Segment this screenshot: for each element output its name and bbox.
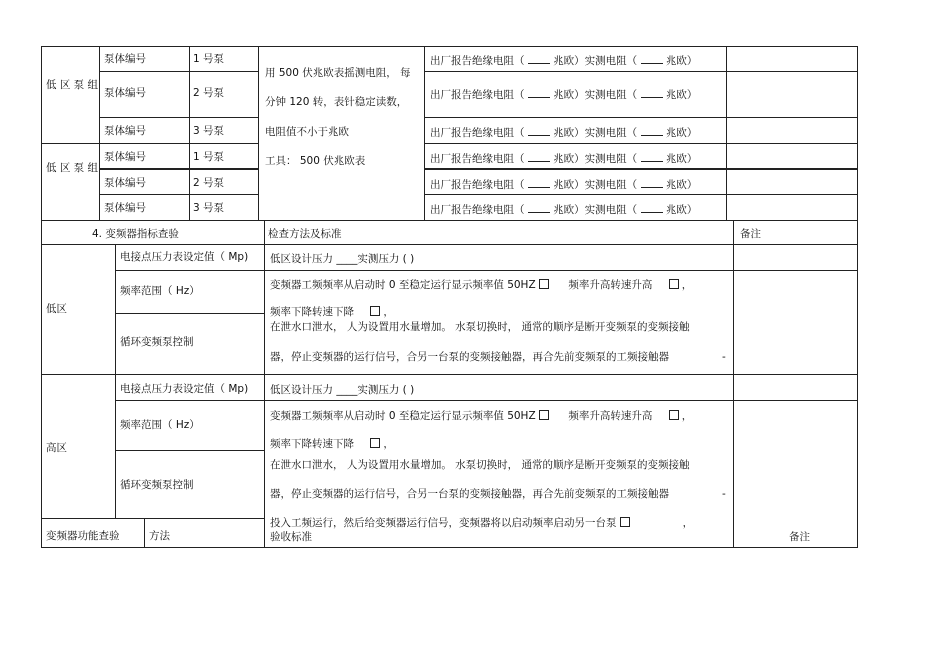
cycle-line: 器，停止变频器的运行信号，合另一台泵的变频接触器，再合先前变频泵的工频接触器 — [270, 488, 669, 500]
acceptance-label: 验收标准 — [270, 531, 312, 543]
method-line: 电阻值不小于兆欧 — [265, 126, 349, 138]
freq-line-b: 频率升高转速升高 — [568, 410, 653, 422]
freq-label: 频率范围（ Hz） — [120, 419, 200, 431]
insulation-row — [430, 87, 697, 102]
ins-mid: 兆欧）实测电阻（ — [553, 204, 638, 216]
pump-number: 1 号泵 — [193, 53, 225, 65]
freq-line-text: 频率下降转速下降 — [270, 306, 354, 318]
comma-char: ， — [681, 410, 693, 422]
pressure-value: 低区设计压力 ____实测压力 ( ) — [270, 384, 415, 396]
remark-header: 备注 — [740, 228, 761, 240]
ins-mid: 兆欧）实测电阻（ — [553, 153, 638, 165]
ins-prefix: 出厂报告绝缘电阻（ — [430, 89, 525, 101]
ins-suffix: 兆欧） — [665, 204, 698, 216]
freq-line-text: 变频器工频频率从启动时 0 至稳定运行显示频率值 50HZ — [270, 410, 536, 422]
freq-line-text: 频率下降转速下降 — [270, 438, 354, 450]
pump-number: 3 号泵 — [193, 125, 225, 137]
cycle-label: 循环变频泵控制 — [120, 479, 194, 491]
ins-suffix: 兆欧） — [665, 55, 698, 67]
ins-mid: 兆欧）实测电阻（ — [553, 55, 638, 67]
group-label: 低 区 泵 组 — [46, 79, 99, 91]
pump-field-label: 泵体编号 — [104, 125, 146, 137]
pressure-label — [120, 251, 248, 264]
footer-comma: ， — [682, 517, 694, 529]
freq-label: 频率范围（ Hz） — [120, 285, 200, 297]
freq-line-text: 变频器工频频率从启动时 0 至稳定运行显示频率值 50HZ — [270, 279, 536, 291]
insulation-row — [430, 177, 697, 192]
comma-char: ， — [383, 306, 394, 318]
dash-mark: - — [722, 488, 726, 500]
pressure-label-text: 电接点压力表设定值（ Mp — [120, 251, 245, 263]
checkbox[interactable] — [669, 410, 679, 420]
freq-line — [270, 306, 394, 319]
cycle-line: 器，停止变频器的运行信号，合另一台泵的变频接触器，再合先前变频泵的工频接触器 — [270, 351, 669, 363]
pump-number: 2 号泵 — [193, 87, 225, 99]
pump-number: 2 号泵 — [193, 177, 225, 189]
remark-label: 备注 — [789, 531, 810, 543]
pressure-label-text: 电接点压力表设定值（ Mp — [120, 383, 245, 395]
ins-suffix: 兆欧） — [665, 127, 698, 139]
cycle-line: 在泄水口泄水， 人为设置用水量增加。 水泵切换时， 通常的顺序是断开变频泵的变频接触 — [270, 321, 690, 333]
pressure-value: 低区设计压力 ____实测压力 ( ) — [270, 253, 415, 265]
method-line: 分钟 120 转，表针稳定读数， — [265, 96, 408, 108]
ins-prefix: 出厂报告绝缘电阻（ — [430, 153, 525, 165]
insulation-row — [430, 151, 697, 166]
method-line: 用 500 伏兆欧表摇测电阻， 每 — [265, 67, 411, 79]
ins-mid: 兆欧）实测电阻（ — [553, 127, 638, 139]
section-title: 4. 变频器指标查验 — [92, 228, 179, 240]
ins-prefix: 出厂报告绝缘电阻（ — [430, 55, 525, 67]
pump-number: 1 号泵 — [193, 151, 225, 163]
insulation-row — [430, 202, 697, 217]
comma-char: ， — [383, 438, 394, 450]
paren-char: ) — [244, 251, 249, 263]
freq-line — [270, 410, 692, 423]
freq-line — [270, 279, 692, 292]
checkbox[interactable] — [370, 438, 380, 448]
checkbox[interactable] — [669, 279, 679, 289]
cycle-label: 循环变频泵控制 — [120, 336, 194, 348]
footer-text: 投入工频运行，然后给变频器运行信号，变频器将以启动频率启动另一台泵 — [270, 517, 617, 529]
method-label: 方法 — [149, 530, 170, 542]
ins-prefix: 出厂报告绝缘电阻（ — [430, 179, 525, 191]
zone-label: 高区 — [46, 442, 67, 454]
group-label: 低 区 泵 组 — [46, 162, 99, 174]
zone-label: 低区 — [46, 303, 67, 315]
ins-suffix: 兆欧） — [665, 153, 698, 165]
checkbox[interactable] — [620, 517, 630, 527]
method-line: 工具： 500 伏兆欧表 — [265, 155, 366, 167]
footer-line — [270, 517, 693, 530]
freq-line-b: 频率升高转速升高 — [568, 279, 653, 291]
ins-mid: 兆欧）实测电阻（ — [553, 89, 638, 101]
insulation-row — [430, 125, 697, 140]
ins-mid: 兆欧）实测电阻（ — [553, 179, 638, 191]
insulation-row — [430, 53, 697, 68]
ins-suffix: 兆欧） — [665, 179, 698, 191]
pump-field-label: 泵体编号 — [104, 202, 146, 214]
ins-prefix: 出厂报告绝缘电阻（ — [430, 127, 525, 139]
pump-field-label: 泵体编号 — [104, 177, 146, 189]
checkbox[interactable] — [539, 410, 549, 420]
dash-mark: - — [722, 351, 726, 363]
checkbox[interactable] — [370, 306, 380, 316]
pump-field-label: 泵体编号 — [104, 53, 146, 65]
pressure-label — [120, 383, 248, 396]
ins-suffix: 兆欧） — [665, 89, 698, 101]
function-check-label: 变频器功能查验 — [46, 530, 120, 542]
pump-field-label: 泵体编号 — [104, 151, 146, 163]
pump-field-label: 泵体编号 — [104, 87, 146, 99]
method-header: 检查方法及标准 — [268, 228, 342, 240]
ins-prefix: 出厂报告绝缘电阻（ — [430, 204, 525, 216]
cycle-line: 在泄水口泄水， 人为设置用水量增加。 水泵切换时， 通常的顺序是断开变频泵的变频接触 — [270, 459, 690, 471]
checkbox[interactable] — [539, 279, 549, 289]
paren-char: ) — [244, 383, 249, 395]
freq-line — [270, 438, 394, 451]
comma-char: ， — [681, 279, 693, 291]
pump-number: 3 号泵 — [193, 202, 225, 214]
